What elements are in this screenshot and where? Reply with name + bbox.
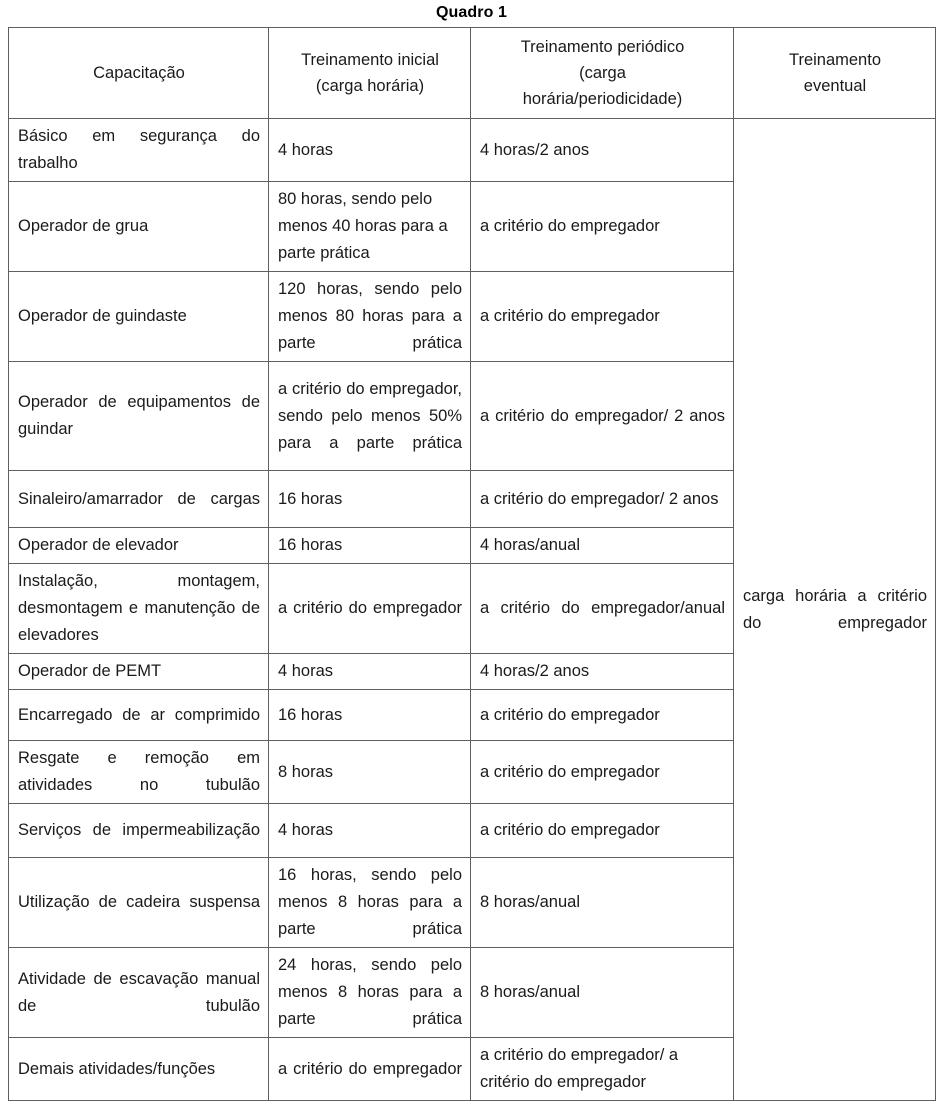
cell-treinamento-periodico: a critério do empregador/ 2 anos xyxy=(471,471,734,528)
column-header-treinamento-inicial-line-1: Treinamento inicial xyxy=(301,51,439,69)
table-container xyxy=(0,27,943,1101)
column-header-treinamento-periodico-line-3: horária/periodicidade) xyxy=(522,90,683,108)
cell-treinamento-periodico: a critério do empregador/ a critério do empregador xyxy=(471,1038,734,1101)
cell-treinamento-eventual-text: carga horária a critério do empregador xyxy=(743,586,927,632)
cell-treinamento-periodico: a critério do empregador xyxy=(471,182,734,272)
cell-treinamento-inicial: 16 horas xyxy=(269,690,471,741)
cell-capacitacao: Serviços de impermeabilização xyxy=(9,804,269,858)
cell-treinamento-inicial: 16 horas xyxy=(269,471,471,528)
cell-capacitacao: Utilização de cadeira suspensa xyxy=(9,858,269,948)
cell-treinamento-inicial: 8 horas xyxy=(269,741,471,804)
cell-treinamento-inicial: a critério do empregador xyxy=(269,564,471,654)
column-header-capacitacao xyxy=(9,28,269,119)
column-header-treinamento-periodico-line-2: (carga xyxy=(579,64,626,82)
cell-capacitacao: Atividade de escavação manual de tubulão xyxy=(9,948,269,1038)
cell-treinamento-periodico: a critério do empregador xyxy=(471,272,734,362)
column-header-treinamento-inicial xyxy=(269,28,471,119)
cell-treinamento-inicial: 16 horas, sendo pelo menos 8 horas para a parte prática xyxy=(269,858,471,948)
cell-treinamento-periodico: a critério do empregador xyxy=(471,741,734,804)
column-header-treinamento-periodico-line-1: Treinamento periódico xyxy=(520,38,685,56)
cell-capacitacao: Básico em segurança do trabalho xyxy=(9,119,269,182)
column-header-treinamento-eventual xyxy=(734,28,936,119)
cell-capacitacao: Sinaleiro/amarrador de cargas xyxy=(9,471,269,528)
cell-treinamento-periodico: 4 horas/2 anos xyxy=(471,119,734,182)
cell-treinamento-inicial: 4 horas xyxy=(269,654,471,690)
cell-treinamento-inicial: 16 horas xyxy=(269,528,471,564)
cell-capacitacao: Resgate e remoção em atividades no tubulão xyxy=(9,741,269,804)
column-header-treinamento-periodico xyxy=(471,28,734,119)
cell-treinamento-inicial: 80 horas, sendo pelo menos 40 horas para a parte prática xyxy=(269,182,471,272)
cell-capacitacao: Instalação, montagem, desmontagem e manutenção de elevadores xyxy=(9,564,269,654)
page-title: Quadro 1 xyxy=(435,4,508,21)
column-header-treinamento-eventual-line-2: eventual xyxy=(803,77,867,95)
column-header-treinamento-eventual-line-1: Treinamento xyxy=(788,51,881,69)
table-header xyxy=(9,28,936,119)
cell-capacitacao: Demais atividades/funções xyxy=(9,1038,269,1101)
table-header-row xyxy=(9,28,936,119)
cell-treinamento-periodico: 8 horas/anual xyxy=(471,858,734,948)
cell-capacitacao: Operador de PEMT xyxy=(9,654,269,690)
cell-treinamento-eventual-merged xyxy=(734,119,936,1101)
column-header-capacitacao-line-1: Capacitação xyxy=(93,64,185,82)
cell-capacitacao: Operador de equipamentos de guindar xyxy=(9,362,269,471)
cell-treinamento-inicial: a critério do empregador xyxy=(269,1038,471,1101)
capacitacao-table xyxy=(8,27,936,1101)
cell-treinamento-inicial: 4 horas xyxy=(269,119,471,182)
cell-treinamento-periodico: a critério do empregador xyxy=(471,804,734,858)
cell-treinamento-periodico: 4 horas/anual xyxy=(471,528,734,564)
cell-treinamento-inicial: 4 horas xyxy=(269,804,471,858)
cell-capacitacao: Encarregado de ar comprimido xyxy=(9,690,269,741)
cell-treinamento-periodico: 4 horas/2 anos xyxy=(471,654,734,690)
cell-capacitacao: Operador de guindaste xyxy=(9,272,269,362)
cell-treinamento-periodico: a critério do empregador/ 2 anos xyxy=(471,362,734,471)
column-header-treinamento-inicial-line-2: (carga horária) xyxy=(315,77,425,95)
cell-treinamento-inicial: 120 horas, sendo pelo menos 80 horas para a parte prática xyxy=(269,272,471,362)
table-body xyxy=(9,119,936,1101)
cell-treinamento-inicial: 24 horas, sendo pelo menos 8 horas para a parte prática xyxy=(269,948,471,1038)
table-row xyxy=(9,119,936,182)
cell-treinamento-inicial: a critério do empregador, sendo pelo menos 50% para a parte prática xyxy=(269,362,471,471)
cell-capacitacao: Operador de grua xyxy=(9,182,269,272)
cell-treinamento-periodico: 8 horas/anual xyxy=(471,948,734,1038)
cell-treinamento-periodico: a critério do empregador xyxy=(471,690,734,741)
cell-capacitacao: Operador de elevador xyxy=(9,528,269,564)
cell-treinamento-periodico: a critério do empregador/anual xyxy=(471,564,734,654)
